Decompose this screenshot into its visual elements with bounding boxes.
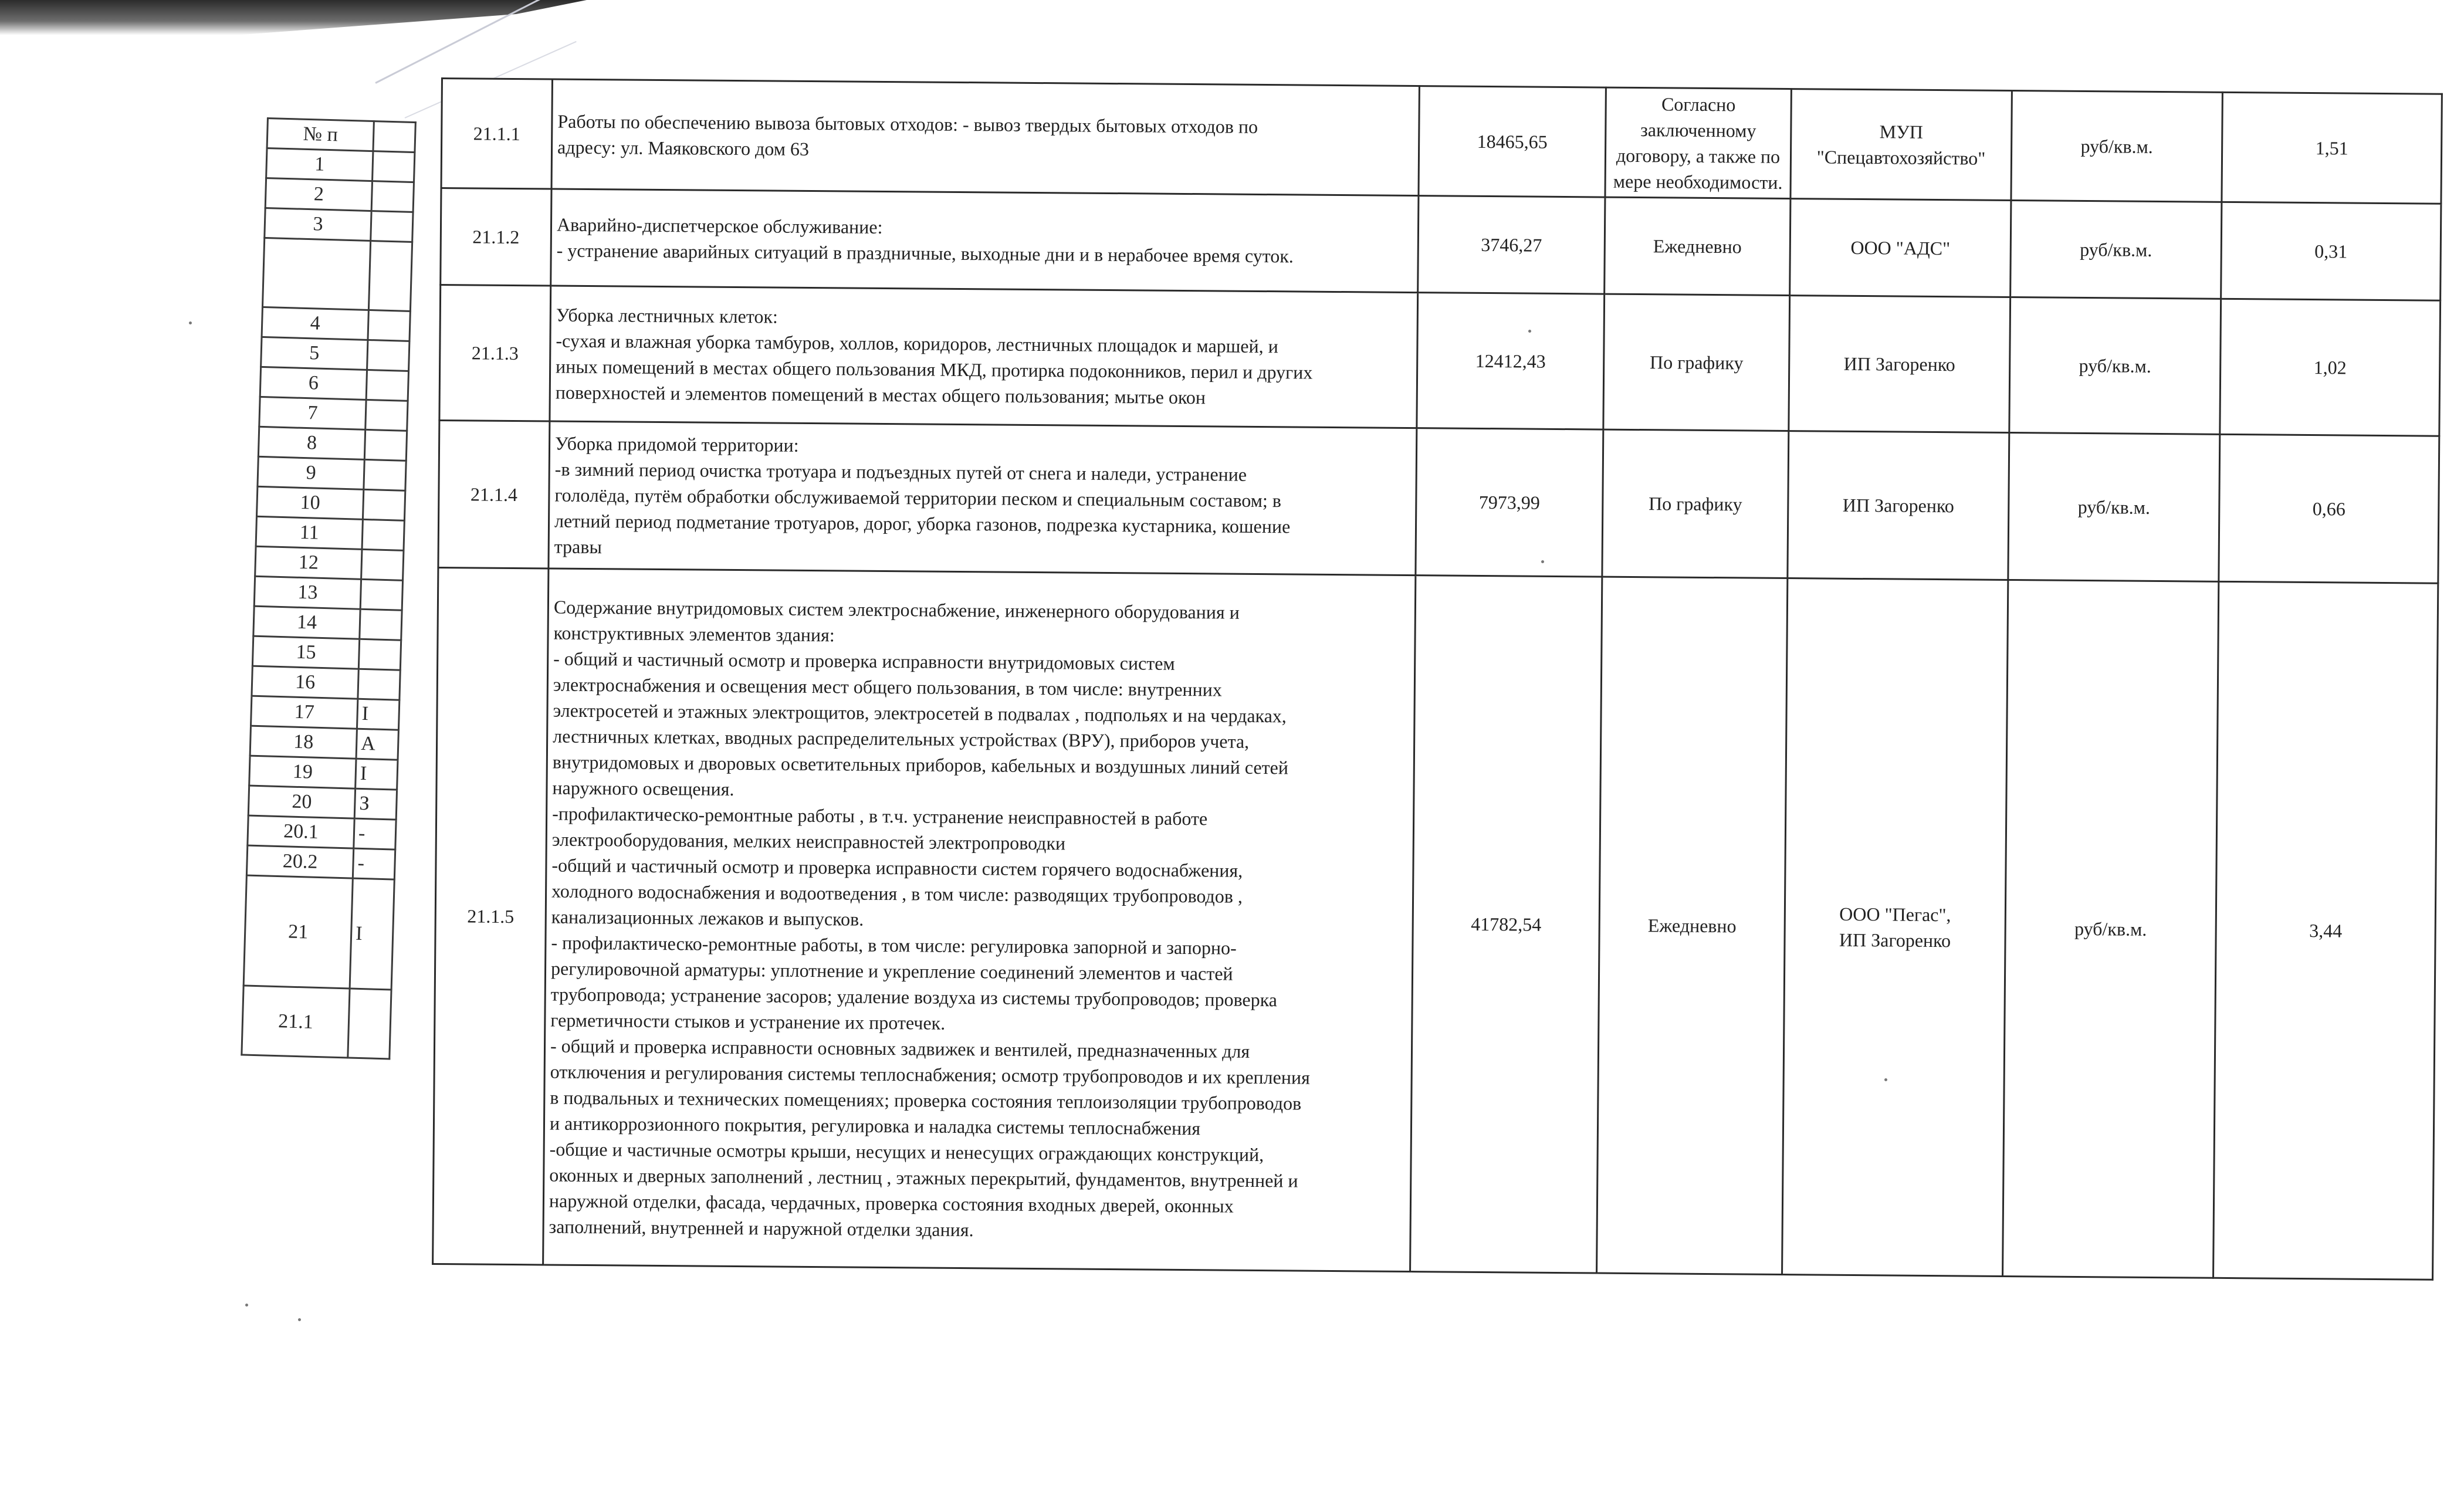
service-row (441, 188, 2441, 301)
rate-unit: руб/кв.м. (2009, 297, 2221, 435)
underlying-row (242, 986, 391, 1059)
underlying-row-fragment (364, 459, 406, 490)
service-row (439, 285, 2441, 436)
service-code: 21.1.5 (433, 567, 549, 1264)
scan-corner-shadow (0, 0, 587, 35)
underlying-row-number: 12 (255, 546, 362, 579)
annual-cost: 7973,99 (1416, 428, 1603, 577)
description-line: Уборка придомой территории: (554, 432, 799, 456)
underlying-row-fragment (367, 340, 409, 371)
underlying-row (248, 786, 397, 820)
underlying-row-number: 19 (249, 756, 356, 788)
underlying-row-fragment (371, 181, 414, 212)
services-table (432, 77, 2443, 1281)
annual-cost: 18465,65 (1419, 86, 1606, 197)
description-line: - профилактическо-ремонтные работы, в том числе: регулировка запорной и запорно- (551, 932, 1237, 959)
description-line: электрооборудования, мелких неисправностей электропроводки (551, 828, 1066, 854)
executor-line: ИП Загоренко (1839, 929, 1951, 952)
rate-unit: руб/кв.м. (2011, 91, 2222, 202)
description-line: -профилактическо-ремонтные работы , в т.ч. устранение неисправностей в работе (552, 803, 1208, 830)
underlying-row-number: 4 (262, 307, 368, 340)
scan-speck (189, 321, 192, 324)
underlying-table (241, 117, 417, 1060)
description-line: Содержание внутридомовых систем электроснабжение, инженерного оборудования и (553, 596, 1240, 623)
rate-unit: руб/кв.м. (2003, 580, 2219, 1278)
underlying-row-fragment: - (353, 848, 395, 879)
rate-value: 1,02 (2220, 299, 2441, 436)
service-description (551, 189, 1419, 293)
scan-speck (1528, 330, 1531, 333)
description-line: внутридомовых и дворовых осветительных приборов, кабельных и воздушных линий сетей (552, 751, 1289, 779)
underlying-row-fragment (348, 989, 391, 1059)
underlying-row (265, 178, 414, 212)
scan-speck (298, 1318, 301, 1321)
service-code: 21.1.2 (441, 188, 551, 286)
periodicity-line: По графику (1649, 493, 1742, 515)
service-row (438, 420, 2439, 583)
executor-line: "Спецавтохозяйство" (1816, 146, 1986, 169)
description-line: в подвальных и технических помещениях; проверка состояния теплоизоляции трубопроводов (550, 1087, 1302, 1114)
description-line: - общий и проверка исправности основных задвижек и вентилей, предназначенных для (550, 1035, 1250, 1062)
service-periodicity (1597, 577, 1788, 1274)
description-line: адресу: ул. Маяковского дом 63 (557, 136, 810, 160)
underlying-row (250, 726, 398, 760)
underlying-row (252, 666, 400, 700)
underlying-row-number: 13 (254, 576, 361, 609)
service-periodicity (1605, 197, 1791, 295)
description-line: лестничных клетках, вводных распределительных устройствах (ВРУ), приборов учета, (553, 725, 1250, 752)
executor-line: ООО "Пегас", (1839, 903, 1951, 926)
underlying-row-fragment: I (350, 878, 394, 990)
underlying-row-fragment (371, 211, 413, 242)
underlying-fragment-cell (373, 121, 415, 153)
underlying-row-fragment (360, 579, 402, 610)
underlying-row-number: 18 (250, 726, 357, 759)
underlying-row-fragment: - (354, 818, 396, 849)
description-line: - устранение аварийных ситуаций в праздничные, выходные дни и в нерабочее время суток. (556, 239, 1294, 267)
executor-line: МУП (1879, 121, 1924, 143)
underlying-row-number: 21 (243, 875, 353, 989)
underlying-row-number: 7 (259, 397, 366, 429)
description-line: герметичности стыков и устранение их протечек. (550, 1009, 946, 1034)
underlying-row-fragment (362, 519, 404, 550)
underlying-row (260, 367, 408, 401)
periodicity-line: Ежедневно (1647, 915, 1737, 937)
description-line: Работы по обеспечению вывоза бытовых отходов: - вывоз твердых бытовых отходов по (557, 110, 1258, 137)
underlying-header-cell: № п (267, 119, 374, 151)
rate-value: 3,44 (2213, 581, 2438, 1280)
periodicity-line: договору, а также по (1616, 144, 1781, 167)
underlying-row-fragment (358, 639, 401, 670)
underlying-row (266, 148, 415, 182)
description-line: и антикоррозионного покрытия, регулировка и наладка системы теплоснабжения (549, 1112, 1201, 1139)
underlying-row-number: 5 (261, 337, 368, 370)
scan-speck (1884, 1078, 1887, 1081)
underlying-row-number (262, 238, 370, 310)
service-code: 21.1.3 (439, 285, 551, 421)
description-line: Аварийно-диспетчерское обслуживание: (556, 214, 883, 238)
underlying-row (249, 756, 398, 790)
underlying-row-fragment (363, 489, 405, 520)
underlying-row-number: 9 (258, 456, 364, 489)
underlying-row-number: 3 (265, 208, 371, 241)
description-line: -общие и частичные осмотры крыши, несущих и ненесущих ограждающих конструкций, (549, 1138, 1264, 1166)
annual-cost: 3746,27 (1418, 196, 1605, 294)
description-line: гололёда, путём обработки обслуживаемой территории песком и специальным составом; в (554, 484, 1282, 512)
underlying-row (258, 427, 407, 461)
underlying-row-number: 21.1 (242, 986, 350, 1058)
rate-value: 0,31 (2221, 202, 2441, 300)
underlying-row-number: 2 (265, 178, 372, 211)
underlying-row-number: 8 (258, 427, 365, 459)
service-description (551, 79, 1419, 196)
underlying-row (254, 576, 402, 610)
underlying-row (256, 486, 405, 520)
periodicity-line: По графику (1649, 351, 1744, 374)
periodicity-line: заключенному (1640, 119, 1756, 141)
description-line: травы (554, 536, 603, 558)
underlying-row-number: 16 (252, 666, 358, 699)
description-line: трубопровода; устранение засоров; удаление воздуха из системы трубопроводов; проверка (550, 983, 1278, 1011)
underlying-row (265, 208, 413, 242)
underlying-row-fragment: A (356, 729, 398, 760)
underlying-row-fragment (373, 151, 415, 182)
underlying-row-number: 20.1 (248, 815, 354, 848)
description-line: -сухая и влажная уборка тамбуров, холлов, коридоров, лестничных площадок и маршей, и (556, 330, 1278, 357)
description-line: Уборка лестничных клеток: (556, 304, 778, 327)
underlying-row-number: 6 (260, 367, 367, 400)
executor-line: ООО "АДС" (1850, 236, 1951, 259)
underlying-row-fragment (358, 669, 400, 700)
rate-unit: руб/кв.м. (2008, 433, 2220, 582)
description-line: электроснабжения и освещения мест общего пользования, в том числе: внутренних (553, 673, 1223, 700)
description-line: наружного освещения. (552, 777, 735, 800)
description-line: заполнений, внутренней и наружной отделки здания. (549, 1216, 974, 1241)
underlying-row-number: 1 (266, 148, 373, 181)
underlying-row-fragment (360, 609, 402, 640)
underlying-row (262, 307, 410, 341)
description-line: поверхностей и элементов помещений в местах общего пользования; мытье окон (555, 381, 1206, 408)
underlying-sheet (239, 117, 455, 1137)
periodicity-line: Ежедневно (1653, 235, 1742, 258)
service-executor (1789, 296, 2011, 433)
description-line: отключения и регулирования системы теплоснабжения; осмотр трубопроводов и их крепления (550, 1061, 1310, 1088)
underlying-row-number: 10 (256, 486, 363, 519)
underlying-row-number: 14 (253, 606, 360, 639)
service-periodicity (1605, 87, 1791, 198)
service-description (543, 568, 1416, 1272)
rate-unit: руб/кв.м. (2011, 201, 2222, 299)
description-line: летний период подметание тротуаров, дорог, уборка газонов, подрезка кустарника, кошение (554, 510, 1291, 537)
underlying-row (248, 815, 396, 849)
underlying-row (253, 606, 402, 640)
scan-speck (245, 1304, 248, 1307)
underlying-row-fragment (368, 310, 410, 341)
service-periodicity (1602, 429, 1789, 578)
service-description (549, 421, 1417, 576)
underlying-row-number: 15 (252, 636, 359, 669)
underlying-row-fragment (366, 370, 408, 401)
annual-cost: 12412,43 (1417, 293, 1605, 429)
underlying-row (261, 337, 409, 371)
description-line: -общий и частичный осмотр и проверка исправности систем горячего водоснабжения, (551, 854, 1243, 881)
service-executor (1788, 431, 2009, 580)
periodicity-line: мере необходимости. (1613, 170, 1783, 193)
service-code: 21.1.1 (441, 79, 552, 189)
underlying-row (252, 636, 401, 670)
executor-line: ИП Загоренко (1843, 353, 1955, 375)
description-line: оконных и дверных заполнений , лестниц , этажных перекрытий, фундаментов, внутренней и (549, 1164, 1298, 1192)
executor-line: ИП Загоренко (1842, 494, 1955, 517)
underlying-row (246, 845, 395, 879)
description-line: - общий и частичный осмотр и проверка исправности внутридомовых систем (553, 648, 1175, 674)
underlying-row-fragment: I (357, 699, 400, 730)
underlying-row (256, 516, 404, 550)
underlying-row-fragment (361, 549, 404, 580)
rate-value: 0,66 (2219, 434, 2439, 583)
underlying-row (262, 238, 412, 311)
description-line: регулировочной арматуры: уплотнение и укрепление соединений элементов и частей (550, 957, 1233, 984)
description-line: канализационных лежаков и выпусков. (551, 906, 864, 930)
underlying-row-number: 11 (256, 516, 363, 549)
description-line: иных помещений в местах общего пользования МКД, протирка подоконников, перил и других (555, 356, 1313, 383)
underlying-row (259, 397, 408, 431)
service-executor (1790, 199, 2011, 297)
underlying-row (251, 696, 400, 730)
underlying-row-number: 17 (251, 696, 358, 729)
rate-value: 1,51 (2222, 92, 2442, 204)
scan-speck (1541, 560, 1544, 563)
underlying-row-fragment (368, 241, 412, 312)
service-executor (1782, 578, 2008, 1277)
description-line: холодного водоснабжения и водоотведения , в том числе: разводящих трубопроводов , (551, 880, 1243, 907)
service-periodicity (1603, 294, 1790, 431)
description-line: наружной отделки, фасада, чердачных, проверка состояния входных дверей, оконных (549, 1190, 1234, 1217)
periodicity-line: Согласно (1661, 93, 1736, 116)
underlying-row-number: 20.2 (246, 845, 353, 878)
underlying-row-fragment: I (356, 759, 398, 790)
annual-cost: 41782,54 (1410, 576, 1602, 1273)
underlying-row-number: 20 (248, 786, 355, 818)
description-line: электросетей и этажных электрощитов, электросетей в подвалах , подпольях и на чердаках, (553, 699, 1287, 727)
service-row (433, 567, 2438, 1280)
underlying-row (258, 456, 406, 490)
underlying-row-fragment (364, 429, 407, 461)
underlying-row-fragment (365, 400, 408, 431)
service-code: 21.1.4 (438, 420, 550, 568)
description-line: конструктивных элементов здания: (553, 622, 835, 646)
service-executor (1791, 89, 2012, 201)
underlying-row (255, 546, 404, 580)
description-line: -в зимний период очистка тротуара и подъездных путей от снега и наледи, устранение (554, 458, 1247, 485)
underlying-header-row (267, 119, 415, 153)
underlying-row-fragment: З (354, 788, 397, 820)
underlying-row (243, 875, 394, 990)
service-row (441, 79, 2442, 204)
service-description (550, 286, 1418, 428)
